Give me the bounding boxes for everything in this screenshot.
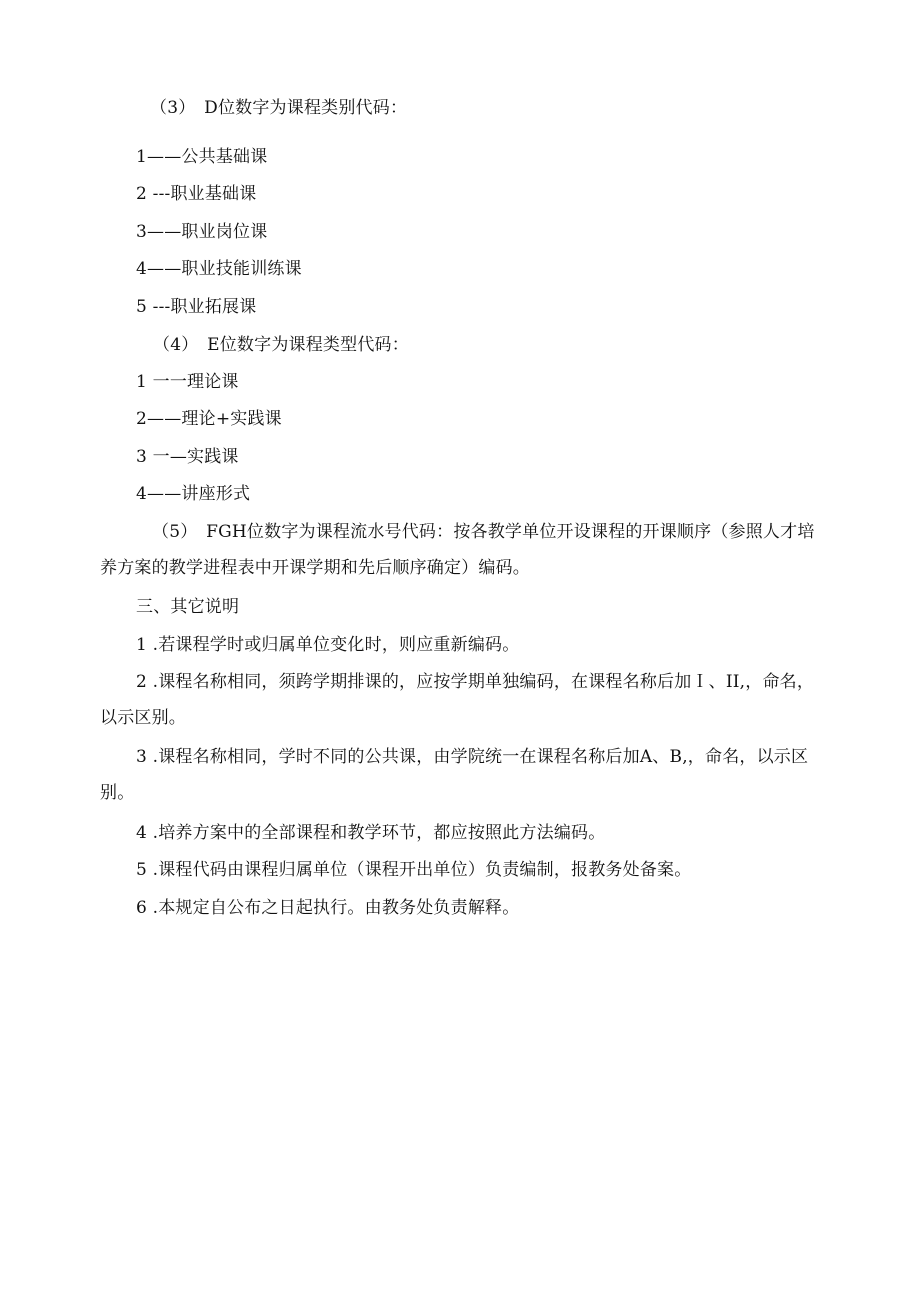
section-fgh-paragraph: （5） FGH位数字为课程流水号代码：按各教学单位开设课程的开课顺序（参照人才培养方案的教学进程表中开课学期和先后顺序确定）编码。	[100, 522, 815, 578]
course-category-item: 2 ---职业基础课	[136, 184, 257, 204]
course-type-item: 1 一一理论课	[136, 372, 239, 392]
course-type-item: 3 一—实践课	[136, 447, 239, 467]
section-e-heading: （4） E位数字为课程类型代码：	[153, 335, 409, 355]
note-item: 3 .课程名称相同，学时不同的公共课，由学院统一在课程名称后加A、B,，命名，以示区别。	[100, 747, 809, 803]
course-type-item: 4——讲座形式	[136, 484, 251, 504]
other-notes-heading: 三、其它说明	[136, 597, 240, 617]
course-category-item: 1——公共基础课	[136, 147, 268, 167]
note-item: 1 .若课程学时或归属单位变化时，则应重新编码。	[136, 635, 520, 655]
course-category-item: 5 ---职业拓展课	[136, 297, 257, 317]
note-item: 5 .课程代码由课程归属单位（课程开出单位）负责编制，报教务处备案。	[136, 860, 692, 880]
note-item: 6 .本规定自公布之日起执行。由教务处负责解释。	[136, 898, 520, 918]
note-item: 4 .培养方案中的全部课程和教学环节，都应按照此方法编码。	[136, 823, 606, 843]
course-category-item: 3——职业岗位课	[136, 222, 268, 242]
course-type-item: 2——理论+实践课	[136, 409, 282, 429]
course-category-item: 4——职业技能训练课	[136, 259, 302, 279]
section-d-heading: （3） D位数字为课程类别代码：	[150, 98, 408, 118]
note-item: 2 .课程名称相同，须跨学期排课的，应按学期单独编码，在课程名称后加Ｉ、II,，命名，以示区别。	[100, 672, 815, 728]
